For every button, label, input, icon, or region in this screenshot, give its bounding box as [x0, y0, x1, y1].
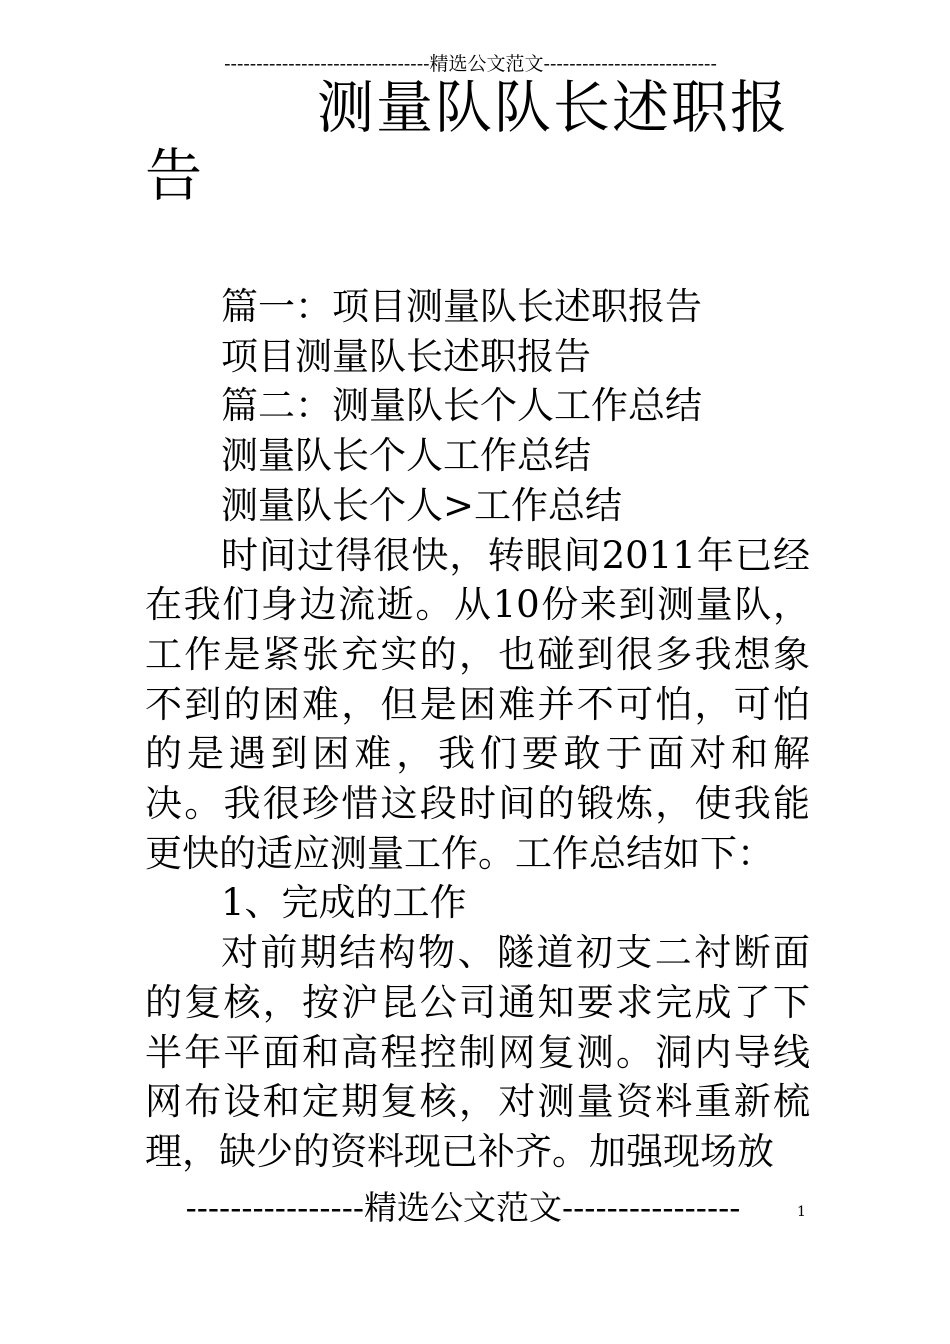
section-heading-2: 篇二：测量队长个人工作总结	[221, 384, 702, 428]
page-header: --------------------------------精选公文范文---------------------------	[224, 53, 717, 75]
body-paragraph: 时间过得很快，转眼间2011年已经在我们身边流逝。从10份来到测量队，工作是紧张充实的，也碰到很多我想象不到的困难，但是困难并不可怕，可怕的是遇到困难，我们要敢于面对和解决。我很珍惜这段时间的锻炼，使我能更快的适应测量工作。工作总结如下：	[145, 533, 810, 875]
section-subtitle-2: 测量队长个人工作总结	[221, 434, 591, 478]
section-subtitle-3: 测量队长个人>工作总结	[221, 483, 623, 527]
numbered-heading: 1、完成的工作	[221, 881, 467, 925]
body-paragraph: 对前期结构物、隧道初支二衬断面的复核，按沪昆公司通知要求完成了下半年平面和高程控制网复测。洞内导线网布设和定期复核，对测量资料重新梳理，缺少的资料现已补齐。加强现场放	[145, 931, 810, 1173]
document-body	[145, 282, 810, 1177]
section-heading-1: 篇一：项目测量队长述职报告	[221, 285, 702, 328]
page-number: 1	[797, 1204, 806, 1220]
document-title: 测量队队长述职报告	[145, 75, 789, 209]
page-footer: ----------------精选公文范文----------------	[185, 1188, 741, 1227]
section-subtitle-1: 项目测量队长述职报告	[221, 334, 591, 378]
